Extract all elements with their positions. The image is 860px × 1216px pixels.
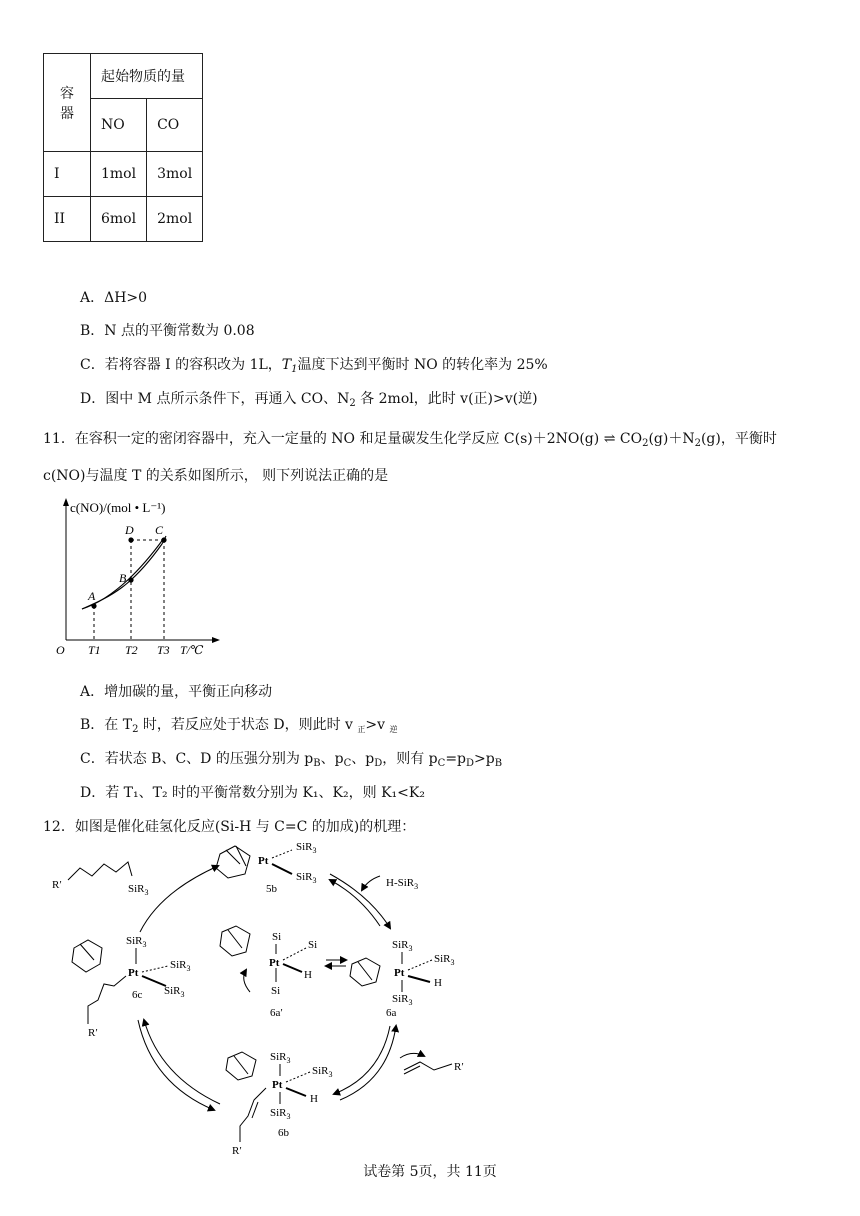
svg-text:H-SiR3: H-SiR$_3$ bbox=[386, 877, 419, 891]
point-a bbox=[91, 603, 96, 608]
label-6b: 6b bbox=[278, 1127, 289, 1139]
point-label-a: A bbox=[88, 589, 96, 603]
q10-c-tsub: 1 bbox=[291, 364, 298, 375]
q11-b-zheng: 正 bbox=[357, 725, 366, 734]
tick-t3: T3 bbox=[157, 643, 170, 657]
q11-stem-line1 bbox=[43, 428, 777, 449]
y-axis-arrow-icon bbox=[63, 498, 69, 506]
svg-text:Si: Si bbox=[271, 985, 281, 997]
x-axis-arrow-icon bbox=[212, 637, 220, 643]
arrow-6c-to-5b bbox=[140, 866, 218, 932]
q11-stem-post: CO bbox=[615, 431, 643, 447]
svg-text:Si: Si bbox=[272, 931, 282, 943]
q11-option-a: A．增加碳的量，平衡正向移动 bbox=[80, 684, 273, 700]
arrows-6b-6c bbox=[138, 1020, 220, 1110]
product-alkylsilane bbox=[52, 862, 149, 897]
svg-text:SiR3: SiR$_3$ bbox=[434, 953, 455, 967]
q11-stem-end: (g)，平衡时 bbox=[700, 431, 777, 447]
q10-option-c bbox=[80, 354, 548, 375]
equilibrium-arrows bbox=[326, 960, 346, 966]
complex-5b bbox=[216, 841, 317, 895]
alkene-coordination bbox=[334, 1026, 464, 1100]
point-label-b: B bbox=[119, 571, 127, 585]
q11-sub: 2 bbox=[642, 438, 649, 449]
svg-text:R′: R′ bbox=[454, 1061, 464, 1073]
svg-text:Pt: Pt bbox=[394, 967, 405, 979]
catalytic-cycle-diagram bbox=[40, 836, 500, 1164]
svg-text:SiR3: SiR$_3$ bbox=[296, 841, 317, 855]
q11-b-gt: >v bbox=[365, 717, 390, 733]
origin-label: O bbox=[56, 643, 65, 657]
svg-text:H: H bbox=[434, 977, 442, 989]
q11-option-d: D．若 T₁、T₂ 时的平衡常数分别为 K₁、K₂，则 K₁<K₂ bbox=[80, 785, 425, 801]
q11-c-tail: ，则有 p bbox=[382, 751, 438, 767]
complex-6c bbox=[72, 935, 191, 1039]
complex-6b bbox=[226, 1051, 333, 1157]
q10-c-pre: C．若将容器 I 的容积改为 1L， bbox=[80, 357, 282, 373]
svg-text:Si: Si bbox=[308, 939, 318, 951]
svg-text:Pt: Pt bbox=[269, 957, 280, 969]
label-5b: 5b bbox=[266, 883, 277, 895]
q10-c-t: T bbox=[281, 357, 292, 373]
row-no: 6mol bbox=[91, 197, 147, 242]
q10-option-a: A．ΔH>0 bbox=[80, 290, 148, 306]
svg-text:H: H bbox=[304, 969, 312, 981]
q12-stem: 12．如图是催化硅氢化反应(Si-H 与 C=C 的加成)的机理： bbox=[43, 819, 416, 835]
svg-text:Pt: Pt bbox=[258, 855, 269, 867]
header-co: CO bbox=[147, 99, 203, 152]
complex-6a bbox=[350, 939, 455, 1019]
data-table bbox=[43, 53, 203, 242]
svg-text:SiR3: SiR$_3$ bbox=[270, 1107, 291, 1121]
svg-text:SiR3: SiR$_3$ bbox=[392, 939, 413, 953]
q11-option-b bbox=[80, 714, 397, 735]
q11-stem-pre: 11．在容积一定的密闭容器中，充入一定量的 NO 和足量碳发生化学反应 C(s)＋2NO(g) bbox=[43, 431, 604, 447]
row-co: 3mol bbox=[147, 152, 203, 197]
q10-d-sub: 2 bbox=[349, 398, 356, 409]
complex-6a-prime bbox=[220, 926, 317, 1019]
q10-option-b: B．N 点的平衡常数为 0.08 bbox=[80, 323, 255, 339]
svg-text:Pt: Pt bbox=[128, 967, 139, 979]
equilibrium-arrow-icon: ⇌ bbox=[603, 431, 616, 447]
point-label-d: D bbox=[125, 523, 134, 537]
tick-t1: T1 bbox=[88, 643, 101, 657]
page-footer: 试卷第 5页，共 11页 bbox=[363, 1164, 497, 1180]
svg-text:Pt: Pt bbox=[272, 1079, 283, 1091]
q11-b-ni: 逆 bbox=[389, 725, 398, 734]
svg-text:SiR3: SiR$_3$ bbox=[296, 871, 317, 885]
r-prime-label: R′ bbox=[52, 879, 62, 891]
q11-stem-mid: (g)＋N bbox=[648, 431, 695, 447]
point-b bbox=[128, 577, 133, 582]
h-sir3-addition bbox=[330, 874, 418, 928]
q11-stem-line2: c(NO)与温度 T 的关系如图所示， 则下列说法正确的是 bbox=[43, 468, 389, 484]
svg-text:H: H bbox=[310, 1093, 318, 1105]
svg-text:SiR3: SiR$_3$ bbox=[312, 1065, 333, 1079]
svg-text:SiR3: SiR$_3$ bbox=[270, 1051, 291, 1065]
q11-b-sub: 2 bbox=[132, 724, 139, 735]
q11-b-pre: B．在 T bbox=[80, 717, 133, 733]
q11-sub: 2 bbox=[694, 438, 701, 449]
svg-text:SiR3: SiR$_3$ bbox=[392, 993, 413, 1007]
q11-option-c: C．若状态 B、C、D 的压强分别为 $p_B$、$p_C$、$p_D$，则有 $p_C=p_D>p_B$ bbox=[80, 751, 503, 769]
svg-text:R′: R′ bbox=[232, 1145, 242, 1157]
row-container: I bbox=[44, 152, 91, 197]
svg-text:R′: R′ bbox=[88, 1027, 98, 1039]
header-container: 容器 bbox=[44, 54, 91, 152]
svg-text:SiR3: SiR$_3$ bbox=[164, 985, 185, 999]
row-container: II bbox=[44, 197, 91, 242]
point-d bbox=[128, 537, 133, 542]
y-axis-label: c(NO)/(mol • L⁻¹) bbox=[70, 500, 166, 515]
cno-temperature-graph bbox=[52, 496, 222, 662]
sir3-label: SiR$_3$ bbox=[128, 883, 149, 897]
label-6c: 6c bbox=[132, 989, 143, 1001]
row-no: 1mol bbox=[91, 152, 147, 197]
q10-d-pre: D．图中 M 点所示条件下，再通入 CO、N bbox=[80, 391, 350, 407]
point-c bbox=[161, 537, 166, 542]
q10-option-d bbox=[80, 388, 538, 409]
q10-c-post: 温度下达到平衡时 NO 的转化率为 25% bbox=[297, 357, 548, 373]
header-start-amount: 起始物质的量 bbox=[91, 54, 203, 99]
row-co: 2mol bbox=[147, 197, 203, 242]
label-6a-prime: 6a′ bbox=[270, 1007, 283, 1019]
svg-text:SiR3: SiR$_3$ bbox=[126, 935, 147, 949]
point-label-c: C bbox=[155, 523, 164, 537]
label-6a: 6a bbox=[386, 1007, 397, 1019]
q10-d-post: 各 2mol，此时 v(正)>v(逆) bbox=[355, 391, 538, 407]
q11-c-pre: C．若状态 B、C、D 的压强分别为 p bbox=[80, 751, 314, 767]
tick-t2: T2 bbox=[125, 643, 138, 657]
x-axis-label: T/℃ bbox=[180, 643, 204, 657]
svg-text:SiR3: SiR$_3$ bbox=[170, 959, 191, 973]
q11-b-mid: 时，若反应处于状态 D，则此时 v bbox=[138, 717, 358, 733]
header-no: NO bbox=[91, 99, 147, 152]
